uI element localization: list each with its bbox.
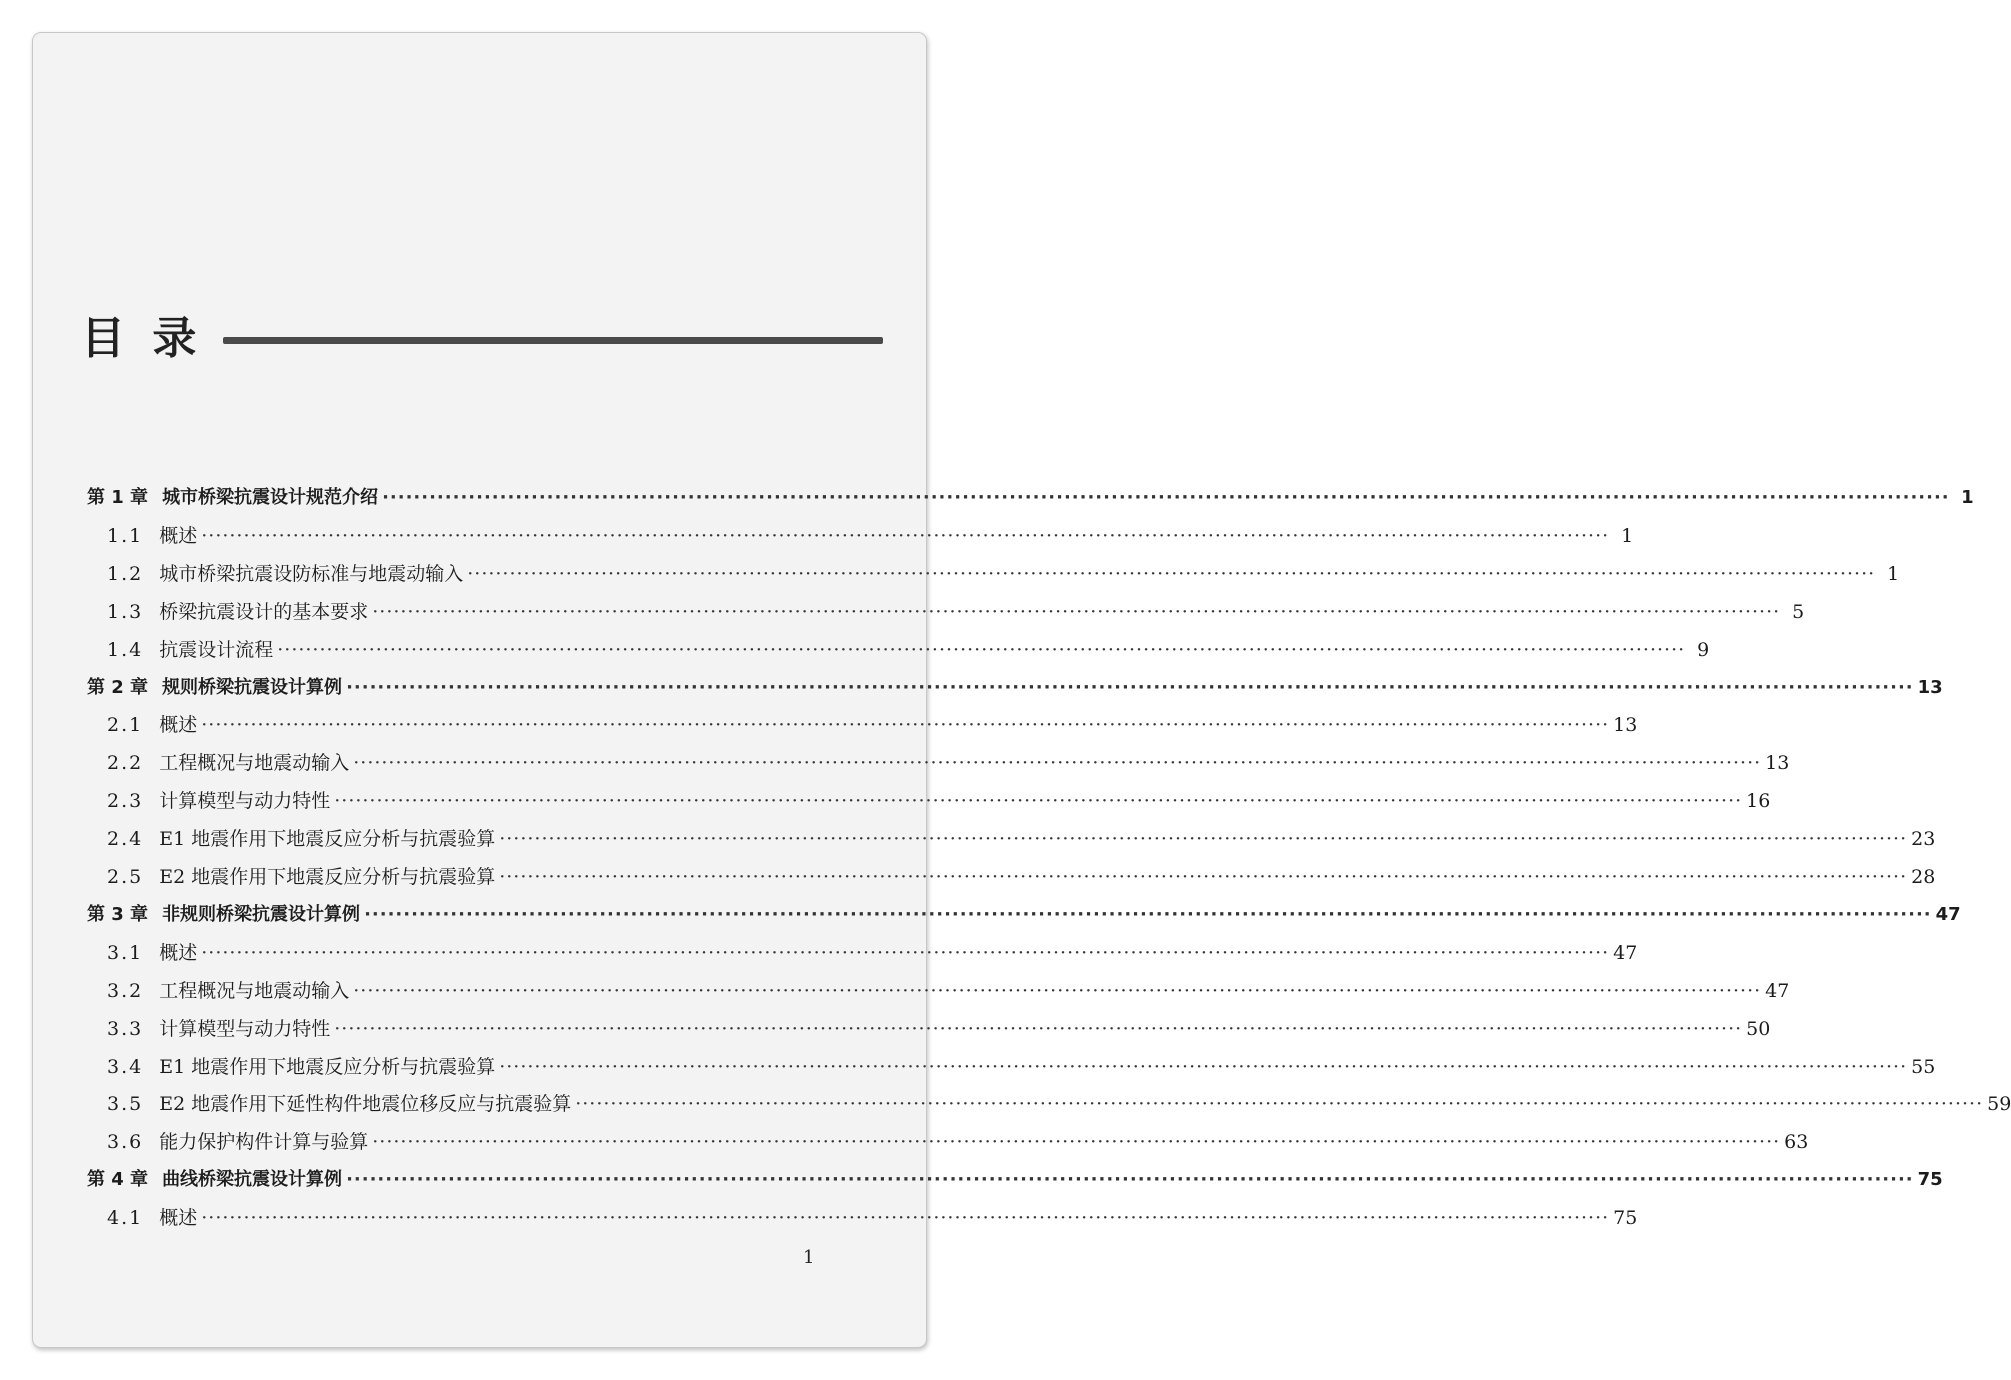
- page-number: 28: [1911, 866, 1936, 888]
- section-title: 工程概况与地震动输入: [159, 979, 350, 1002]
- toc-section-3-5: [107, 1089, 2011, 1119]
- page-number: 50: [1746, 1017, 1771, 1040]
- dot-leader: ········································································································································································································: [201, 941, 1610, 964]
- section-number: 1.1: [107, 524, 144, 547]
- chapter-title: 城市桥梁抗震设计规范介绍: [162, 487, 379, 508]
- toc-section-3-4: [107, 1052, 1936, 1082]
- section-number: 2.1: [107, 714, 144, 737]
- toc-chapter-1: [87, 483, 1974, 513]
- toc-section-4-1: [107, 1203, 1638, 1233]
- section-title: 能力保护构件计算与验算: [159, 1131, 369, 1154]
- section-number: 2.3: [107, 790, 144, 813]
- page-number: 13: [1765, 752, 1790, 775]
- dot-leader: ········································································································································································································: [277, 638, 1686, 661]
- section-number: 3.3: [107, 1017, 144, 1040]
- toc-section-1-1: [107, 521, 1634, 551]
- section-number: 1.2: [107, 562, 144, 585]
- page-number: 5: [1792, 600, 1805, 623]
- section-title: 计算模型与动力特性: [159, 790, 331, 813]
- dot-leader: ········································································································································································································: [201, 714, 1610, 737]
- section-title: 抗震设计流程: [159, 638, 274, 661]
- toc-section-1-2: [107, 559, 1900, 589]
- toc-section-2-5: [107, 862, 1936, 892]
- page-number: 47: [1935, 903, 1961, 925]
- section-title: 城市桥梁抗震设防标准与地震动输入: [159, 562, 464, 585]
- dot-leader: ········································································································································································································: [467, 562, 1876, 585]
- section-title: 概述: [159, 714, 198, 737]
- toc-chapter-4: [87, 1165, 1943, 1195]
- section-title: 概述: [159, 941, 198, 964]
- page-number: 16: [1746, 790, 1771, 813]
- section-title: 工程概况与地震动输入: [159, 752, 350, 775]
- page-number: 23: [1911, 828, 1936, 851]
- section-number: 3.2: [107, 979, 144, 1002]
- page-number: 1: [1961, 487, 1974, 508]
- toc-section-3-1: [107, 938, 1638, 968]
- toc-section-2-4: [107, 824, 1936, 854]
- section-number: 3.4: [107, 1055, 144, 1078]
- page-number: 59: [1987, 1093, 2011, 1116]
- toc-section-3-6: [107, 1127, 1809, 1157]
- dot-leader: ········································································································································································································: [499, 828, 1908, 851]
- section-title: 桥梁抗震设计的基本要求: [159, 600, 369, 623]
- section-number: 1.3: [107, 600, 144, 623]
- page-number: 1: [1621, 524, 1634, 547]
- page-number: 75: [1613, 1207, 1638, 1230]
- dot-leader: ········································································································································································································: [334, 1017, 1743, 1040]
- toc-section-1-4: [107, 635, 1710, 665]
- dot-leader: ········································································································································································································: [346, 1169, 1914, 1191]
- toc-section-3-3: [107, 1014, 1771, 1044]
- toc-section-1-3: [107, 597, 1805, 627]
- toc-section-2-1: [107, 710, 1638, 740]
- chapter-number: 第 4 章: [87, 1169, 149, 1191]
- toc-heading: 目 录: [81, 313, 203, 364]
- page-number: 63: [1784, 1131, 1809, 1154]
- dot-leader: ········································································································································································································: [364, 903, 1932, 925]
- chapter-number: 第 2 章: [87, 676, 149, 698]
- page-number: 13: [1613, 714, 1638, 737]
- toc-section-2-3: [107, 786, 1771, 816]
- dot-leader: ········································································································································································································: [334, 790, 1743, 813]
- section-number: 1.4: [107, 638, 144, 661]
- dot-leader: ········································································································································································································: [353, 752, 1762, 775]
- chapter-number: 第 1 章: [87, 487, 149, 508]
- dot-leader: ········································································································································································································: [499, 1055, 1908, 1078]
- page-folio-number: 1: [803, 1247, 815, 1268]
- section-title: E2 地震作用下地震反应分析与抗震验算: [159, 866, 496, 888]
- section-number: 2.2: [107, 752, 144, 775]
- dot-leader: ········································································································································································································: [575, 1093, 1984, 1116]
- book-page: [32, 32, 2011, 1348]
- dot-leader: ········································································································································································································: [382, 487, 1950, 508]
- page-number: 75: [1917, 1169, 1943, 1191]
- section-number: 3.6: [107, 1131, 144, 1154]
- chapter-title: 规则桥梁抗震设计算例: [162, 676, 343, 698]
- chapter-number: 第 3 章: [87, 903, 149, 925]
- section-title: E2 地震作用下延性构件地震位移反应与抗震验算: [159, 1093, 572, 1116]
- section-number: 2.5: [107, 866, 144, 888]
- toc-chapter-2: [87, 673, 1943, 703]
- toc-section-3-2: [107, 976, 1790, 1006]
- page-number: 1: [1887, 562, 1900, 585]
- section-number: 3.1: [107, 941, 144, 964]
- toc-chapter-3: [87, 900, 1961, 930]
- chapter-title: 非规则桥梁抗震设计算例: [162, 903, 361, 925]
- page-number: 13: [1917, 676, 1943, 698]
- section-title: 概述: [159, 1207, 198, 1230]
- section-number: 2.4: [107, 828, 144, 851]
- section-title: E1 地震作用下地震反应分析与抗震验算: [159, 1055, 496, 1078]
- dot-leader: ········································································································································································································: [372, 1131, 1781, 1154]
- section-title: 概述: [159, 524, 198, 547]
- dot-leader: ········································································································································································································: [499, 866, 1908, 888]
- dot-leader: ········································································································································································································: [346, 676, 1914, 698]
- toc-list: [33, 33, 2011, 1347]
- section-title: 计算模型与动力特性: [159, 1017, 331, 1040]
- page-number: 9: [1697, 638, 1710, 661]
- dot-leader: ········································································································································································································: [201, 1207, 1610, 1230]
- section-number: 3.5: [107, 1093, 144, 1116]
- dot-leader: ········································································································································································································: [353, 979, 1762, 1002]
- page-number: 47: [1613, 941, 1638, 964]
- section-title: E1 地震作用下地震反应分析与抗震验算: [159, 828, 496, 851]
- section-number: 4.1: [107, 1207, 144, 1230]
- dot-leader: ········································································································································································································: [372, 600, 1781, 623]
- toc-section-2-2: [107, 748, 1790, 778]
- page-number: 55: [1911, 1055, 1936, 1078]
- page-number: 47: [1765, 979, 1790, 1002]
- chapter-title: 曲线桥梁抗震设计算例: [162, 1169, 343, 1191]
- dot-leader: ········································································································································································································: [201, 524, 1610, 547]
